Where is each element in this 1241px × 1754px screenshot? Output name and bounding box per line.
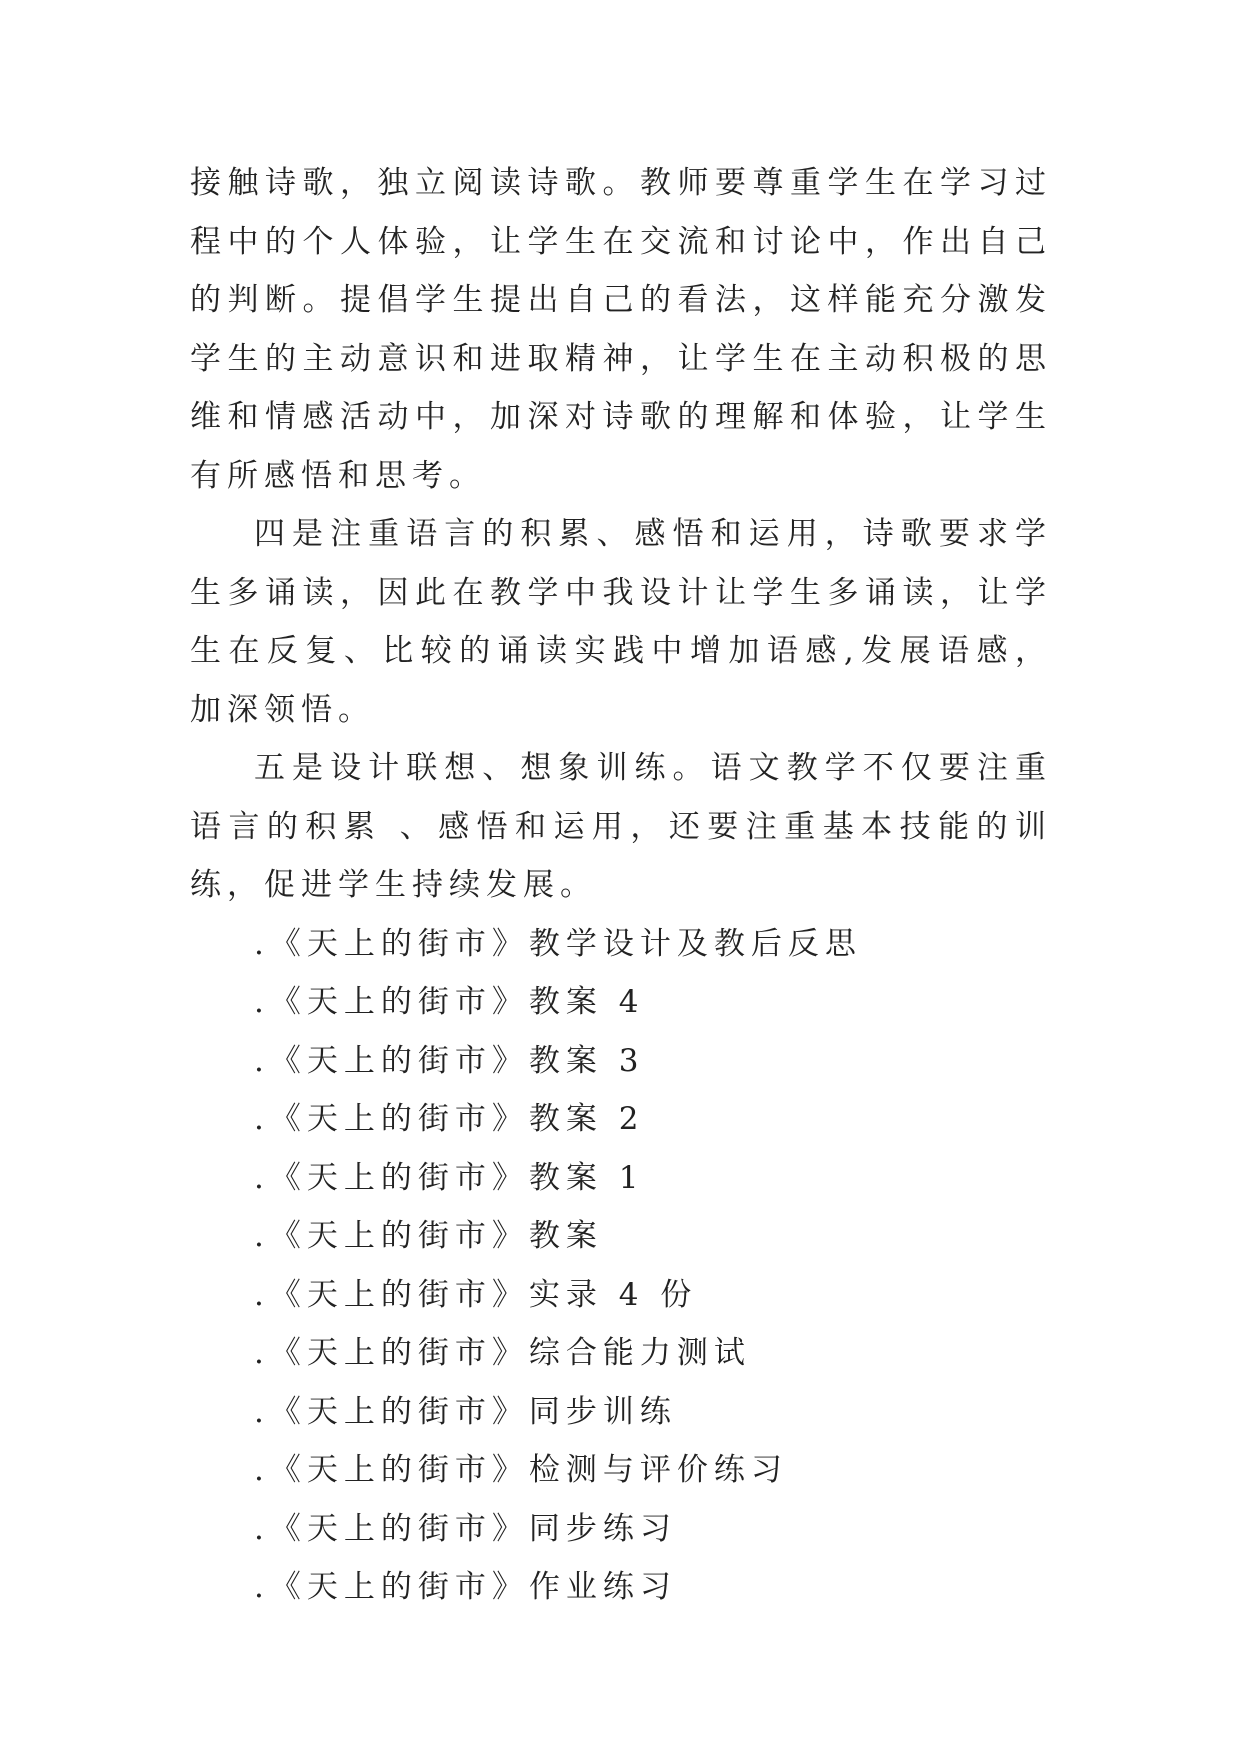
related-link-sync-training[interactable]: .《天上的街市》同步训练	[254, 1393, 677, 1430]
related-link-teaching-design[interactable]: .《天上的街市》教学设计及教后反思	[254, 925, 862, 962]
paragraph-reading-experience: 接触诗歌，独立阅读诗歌。教师要尊重学生在学习过程中的个人体验，让学生在交流和讨论中，作出自己的判断。提倡学生提出自己的看法，这样能充分激发学生的主动意识和进取精神，让学生在主动积极的思维和情感活动中，加深对诗歌的理解和体验，让学生有所感悟和思考。	[190, 165, 1052, 494]
paragraph-language-accumulation: 四是注重语言的积累、感悟和运用，诗歌要求学生多诵读，因此在教学中我设计让学生多诵读，让学生在反复、比较的诵读实践中增加语感,发展语感，加深领悟。	[190, 516, 1052, 728]
related-link-sync-exercise[interactable]: .《天上的街市》同步练习	[254, 1510, 677, 1547]
related-link-lesson-plan-1[interactable]: .《天上的街市》教案 1	[254, 1159, 645, 1196]
paragraph-imagination-training: 五是设计联想、想象训练。语文教学不仅要注重语言的积累 、感悟和运用，还要注重基本技能的训练，促进学生持续发展。	[190, 750, 1052, 903]
document-body	[190, 154, 1052, 1617]
related-link-lesson-plan-2[interactable]: .《天上的街市》教案 2	[254, 1101, 645, 1137]
related-link-records[interactable]: .《天上的街市》实录 4 份	[254, 1276, 698, 1313]
related-link-lesson-plan[interactable]: .《天上的街市》教案	[254, 1218, 603, 1254]
related-link-lesson-plan-3[interactable]: .《天上的街市》教案 3	[254, 1042, 645, 1079]
related-link-lesson-plan-4[interactable]: .《天上的街市》教案 4	[254, 984, 645, 1020]
related-links-list	[190, 915, 1052, 1617]
related-link-evaluation-exercise[interactable]: .《天上的街市》检测与评价练习	[254, 1452, 788, 1488]
related-link-ability-test[interactable]: .《天上的街市》综合能力测试	[254, 1335, 751, 1371]
related-link-homework[interactable]: .《天上的街市》作业练习	[254, 1569, 677, 1605]
